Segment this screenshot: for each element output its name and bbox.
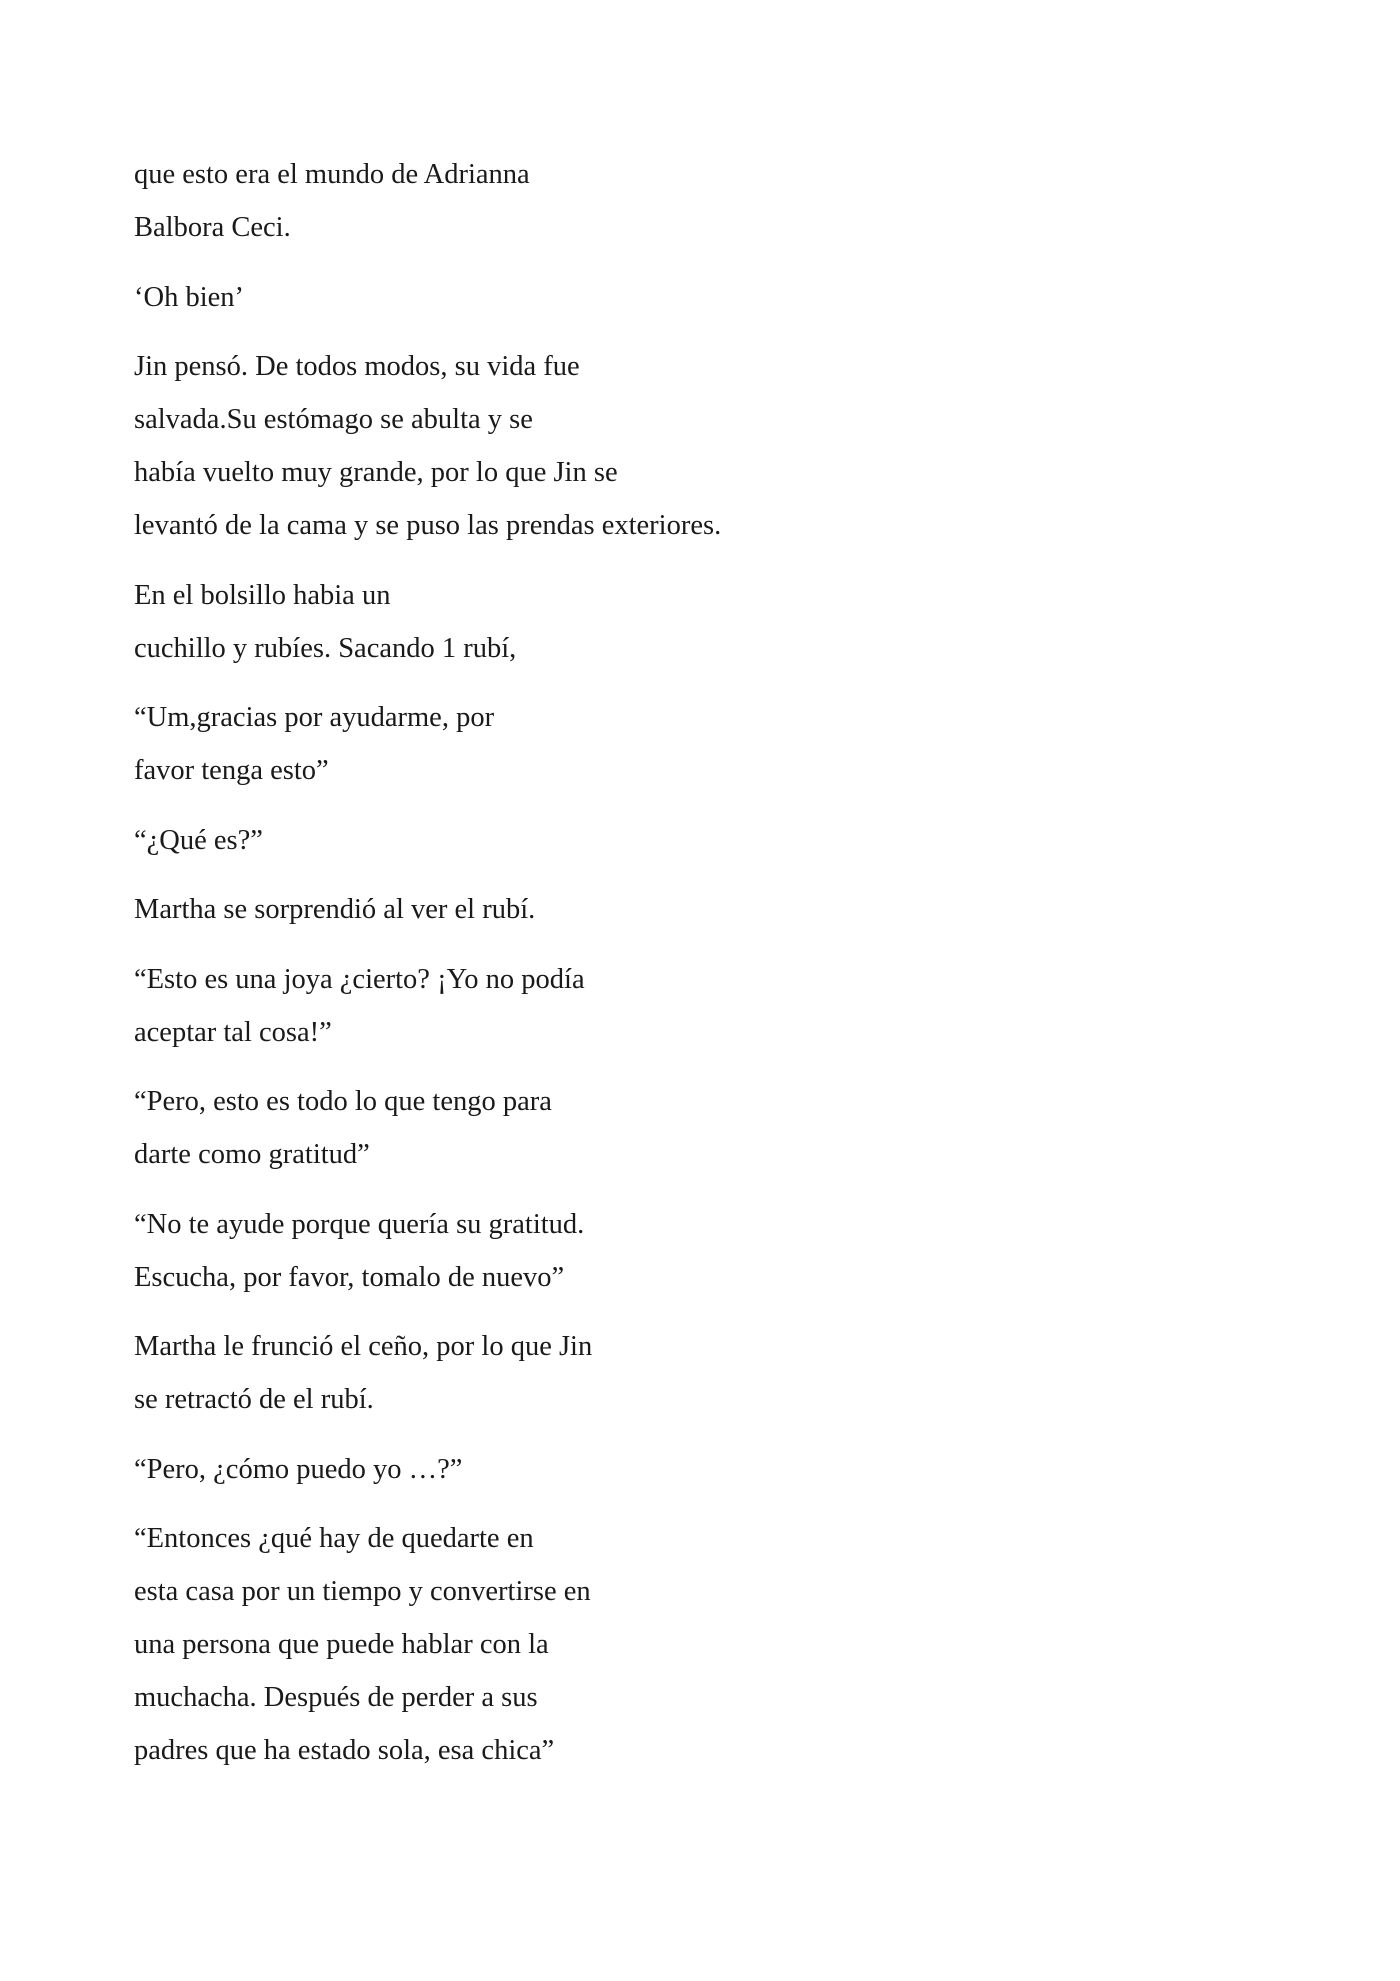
document-body [134,148,1234,1794]
paragraph [134,148,1234,254]
text-line: En el bolsillo habia un [134,579,391,611]
paragraph [134,814,1234,867]
text-line: salvada.Su estómago se abulta y se [134,404,533,435]
text-line: Balbora Ceci. [134,212,291,243]
text-line: “Pero, esto es todo lo que tengo para [134,1086,552,1117]
paragraph [134,1443,1234,1496]
paragraph [134,340,1234,552]
text-line: “Esto es una joya ¿cierto? ¡Yo no podía [134,963,585,995]
text-line: se retractó de el rubí. [134,1384,374,1415]
text-line: una persona que puede hablar con la [134,1629,549,1660]
text-line: darte como gratitud” [134,1139,370,1170]
text-line: “Um,gracias por ayudarme, por [134,702,495,733]
paragraph [134,1512,1234,1777]
text-line: que esto era el mundo de Adrianna [134,159,530,190]
text-line: cuchillo y rubíes. Sacando 1 rubí, [134,632,517,664]
text-line: “Entonces ¿qué hay de quedarte en [134,1523,534,1554]
paragraph [134,569,1234,675]
text-line: muchacha. Después de perder a sus [134,1682,538,1713]
text-line: había vuelto muy grande, por lo que Jin se [134,457,618,488]
paragraph [134,1075,1234,1181]
text-line: esta casa por un tiempo y convertirse en [134,1576,591,1607]
paragraph [134,1198,1234,1304]
text-line: Escucha, por favor, tomalo de nuevo” [134,1261,565,1293]
text-line: Martha le frunció el ceño, por lo que Jin [134,1331,593,1362]
paragraph [134,691,1234,797]
text-line: aceptar tal cosa!” [134,1016,332,1048]
paragraph [134,1320,1234,1426]
text-line: levantó de la cama y se puso las prendas exteriores. [134,510,722,541]
paragraph [134,883,1234,936]
text-line: ‘Oh bien’ [134,281,245,313]
paragraph [134,953,1234,1059]
paragraph [134,271,1234,324]
text-line: “No te ayude porque quería su gratitud. [134,1208,585,1240]
text-line: Martha se sorprendió al ver el rubí. [134,894,536,925]
text-line: “Pero, ¿cómo puedo yo …?” [134,1453,463,1485]
text-line: “¿Qué es?” [134,824,263,856]
text-line: favor tenga esto” [134,755,329,786]
text-line: Jin pensó. De todos modos, su vida fue [134,351,580,382]
text-line: padres que ha estado sola, esa chica” [134,1735,555,1766]
